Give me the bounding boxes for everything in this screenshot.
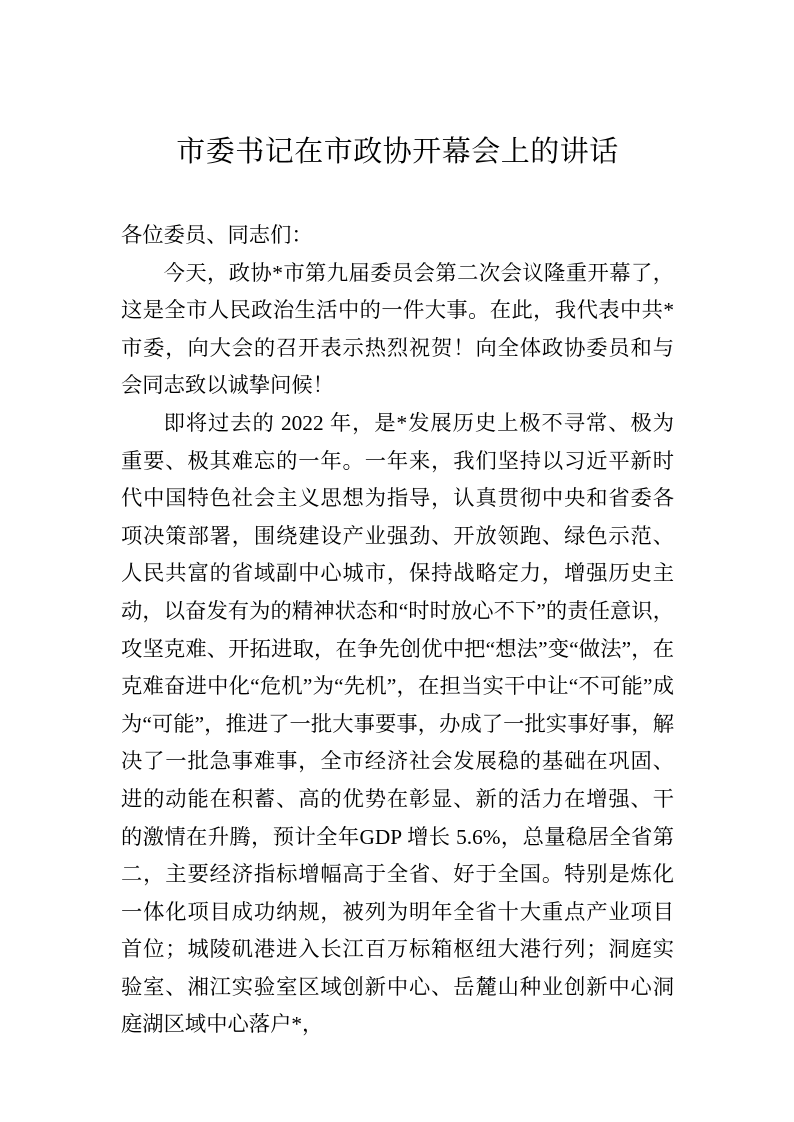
paragraph-1: 今天，政协*市第九届委员会第二次会议隆重开幕了，这是全市人民政治生活中的一件大事。在此，我代表中共*市委，向大会的召开表示热烈祝贺！向全体政协委员和与会同志致以诚挚问候！ <box>121 260 674 398</box>
document-body <box>121 217 674 1044</box>
salutation-line: 各位委员、同志们： <box>121 223 313 247</box>
document-title: 市委书记在市政协开幕会上的讲话 <box>176 136 619 168</box>
paragraph-2: 即将过去的 2022 年，是*发展历史上极不寻常、极为重要、极其难忘的一年。一年来，我们坚持以习近平新时代中国特色社会主义思想为指导，认真贯彻中央和省委各项决策部署，围绕建设产业强劲、开放领跑、绿色示范、人民共富的省域副中心城市，保持战略定力，增强历史主动，以奋发有为的精神状态和“时时放心不下”的责任意识，攻坚克难、开拓进取，在争先创优中把“想法”变“做法”，在克难奋进中化“危机”为“先机”，在担当实干中让“不可能”成为“可能”，推进了一批大事要事，办成了一批实事好事，解决了一批急事难事，全市经济社会发展稳的基础在巩固、进的动能在积蓄、高的优势在彰显、新的活力在增强、干的激情在升腾，预计全年GDP 增长 5.6%，总量稳居全省第二，主要经济指标增幅高于全省、好于全国。特别是炼化一体化项目成功纳规，被列为明年全省十大重点产业项目首位；城陵矶港进入长江百万标箱枢纽大港行列；洞庭实验室、湘江实验室区域创新中心、岳麓山种业创新中心洞庭湖区域中心落户*， <box>121 410 674 1037</box>
